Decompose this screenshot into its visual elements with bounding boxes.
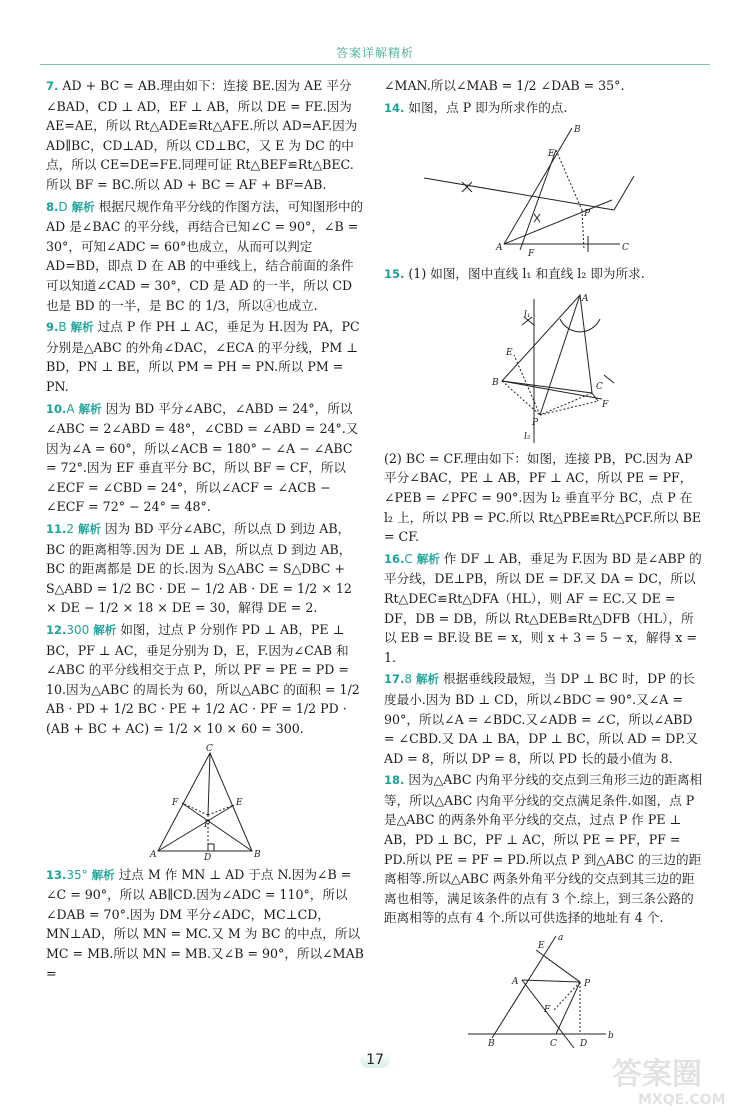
figure-15-construction	[384, 289, 704, 445]
fig18-label-c: C	[550, 1039, 557, 1050]
fig12-label-e: E	[236, 797, 243, 808]
fig14-label-b: B	[574, 125, 581, 136]
answer-item-9: 9.B 解析 过点 P 作 PH ⊥ AC，垂足为 H.因为 PA，PC 分别是△ABC 的外角∠DAC，∠ECA 的平分线，PM ⊥ BD，PN ⊥ BE，所以 PM = PH = PN.所以 PM = PN.	[46, 319, 360, 394]
answer-item-11: 11.2 解析 因为 BD 平分∠ABC，所以点 D 到边 AB，BC 的距离相等.因为 DE ⊥ AB，所以点 D 到边 AB，BC 的距离都是 DE 的长.因为 S△ABC = S△DBC + S△ABD = 1/2 BC · DE − 1/2 AB · DE = 1/2 × 12 × DE − 1/2 × 18 × DE = 30，解得 DE = 2.	[46, 521, 352, 616]
answer-item-15-part2: (2) BC = CF.理由如下：如图，连接 PB，PC.因为 AP 平分∠BAC，PE ⊥ AB，PF ⊥ AC，所以 PE = PF，∠PEB = ∠PFC = 90°.因为 l₂ 垂直平分 BC，点 P 在 l₂ 上，所以 PB = PC.所以 Rt△PBE≌Rt△PCF.所以 BE = CF.	[384, 450, 702, 545]
fig14-label-p: P	[584, 209, 591, 220]
fig12-label-d: D	[204, 852, 212, 861]
watermark-logo	[608, 1050, 744, 1110]
fig18-label-p: P	[584, 979, 591, 990]
answer-item-8: 8.D 解析 根据尺规作角平分线的作图方法，可知图形中的 AD 是∠BAC 的平分线，再结合已知∠C = 90°，∠B = 30°，可知∠ADC = 60°也成立，从而可以判定 AD=BD，即点 D 在 AB 的中垂线上，结合前面的条件可以知道∠CAD = 30°，CD 是 AD 的一半，所以 CD 也是 BD 的一半，是 BC 的 1/3，所以④也成立.	[46, 198, 364, 313]
answer-item-10: 10.A 解析 因为 BD 平分∠ABC，∠ABD = 24°，所以∠ABC = 2∠ABD = 48°，∠CBD = ∠ABD = 24°.又因为∠A = 60°，所以∠ACB = 180° − ∠A − ∠ABC = 72°.因为 EF 垂直平分 BC，所以 BF = CF，所以∠ECF = ∠CBD = 24°，所以∠ACF = ∠ACB − ∠ECF = 72° − 24° = 48°.	[46, 400, 359, 515]
answer-item-15: 15. (1) 如图，图中直线 l₁ 和直线 l₂ 即为所求.	[384, 266, 645, 282]
fig18-label-b: B	[488, 1039, 495, 1050]
header-divider	[40, 64, 710, 65]
fig18-label-f: F	[544, 1005, 551, 1016]
fig15-label-a: A	[582, 293, 589, 304]
answer-item-16: 16.C 解析 作 DF ⊥ AB，垂足为 F.因为 BD 是∠ABP 的平分线，DE⊥PB，所以 DE = DF.又 DA = DC，所以 Rt△DEC≌Rt△DFA（HL），则 AF = EC.又 DE = DF，DB = DB，所以 Rt△DEB≌Rt△DFB（HL），所以 EB = BF.设 BE = x，则 x + 3 = 5 − x，解得 x = 1.	[384, 550, 702, 665]
fig15-label-p: P	[532, 417, 539, 428]
fig18-label-e: E	[538, 941, 545, 952]
fig15-label-c: C	[596, 381, 603, 392]
fig18-label-a2: A	[512, 977, 519, 988]
figure-18-roads	[384, 932, 704, 1054]
fig15-label-b: B	[492, 377, 499, 388]
fig14-label-f: F	[528, 249, 535, 260]
answer-item-13: 13.35° 解析 过点 M 作 MN ⊥ AD 于点 N.因为∠B = ∠C = 90°，所以 AB∥CD.因为∠ADC = 110°，所以∠DAB = 70°.因为 DM 平分∠ADC，MC⊥CD，MN⊥AD，所以 MN = MC.又 M 为 BC 的中点，所以 MC = MB.所以 MN = MB.又∠B = 90°，所以∠MAB =	[46, 866, 364, 981]
fig14-label-e: E	[548, 149, 555, 160]
fig15-label-l2: l₂	[524, 431, 531, 442]
fig18-label-d: D	[580, 1039, 588, 1050]
fig12-label-f: F	[172, 797, 179, 808]
figure-12-triangle	[46, 743, 364, 861]
fig15-label-e: E	[506, 347, 513, 358]
fig14-label-c: C	[622, 243, 629, 254]
fig12-label-p: P	[204, 819, 211, 830]
figure-14-construction	[384, 122, 704, 260]
right-column	[384, 76, 704, 1058]
fig15-label-l1: l₁	[524, 309, 531, 320]
answer-item-7: 7. AD + BC = AB.理由如下：连接 BE.因为 AE 平分∠BAD，CD ⊥ AD，EF ⊥ AB，所以 DE = FE.因为 AE=AE，所以 Rt△ADE≌Rt△AFE.所以 AD=AF.因为 AD∥BC，CD⊥AD，所以 CD⊥BC，又 E 为 DC 的中点，所以 CE=DE=FE.同理可证 Rt△BEF≌Rt△BEC.所以 BF = BC.所以 AD + BC = AF + BF=AB.	[46, 78, 358, 192]
watermark-url: MXQE.COM	[638, 1092, 726, 1108]
answer-item-13-cont: ∠MAN.所以∠MAB = 1/2 ∠DAB = 35°.	[384, 78, 625, 93]
fig18-label-a: a	[558, 933, 564, 944]
watermark-text: 答案圈	[612, 1057, 702, 1092]
fig12-label-a: A	[150, 849, 157, 860]
fig12-label-c: C	[206, 743, 213, 754]
fig14-label-a: A	[496, 243, 503, 254]
fig18-label-b-line: b	[608, 1031, 614, 1042]
answer-item-12: 12.300 解析 如图，过点 P 分别作 PD ⊥ AB，PE ⊥ BC，PF ⊥ AC，垂足分别为 D，E，F.因为∠CAB 和∠ABC 的平分线相交于点 P，所以 PF = PE = PD = 10.因为△ABC 的周长为 60，所以△ABC 的面积 = 1/2 AB · PD + 1/2 BC · PE + 1/2 AC · PF = 1/2 PD · (AB + BC + AC) = 1/2 × 10 × 60 = 300.	[46, 622, 360, 736]
left-column	[46, 76, 364, 985]
fig15-label-f: F	[602, 399, 609, 410]
page-number: 17	[0, 1052, 750, 1068]
page-header: 答案详解精析	[335, 46, 414, 60]
answer-item-18: 18. 因为△ABC 内角平分线的交点到三角形三边的距离相等，所以△ABC 内角平分线的交点满足条件.如图，点 P 是△ABC 的两条外角平分线的交点，过点 P 作 PE ⊥ AB，PD ⊥ BC，PF ⊥ AC，所以 PE = PF，PF = PD.所以 PE = PF = PD.所以点 P 到△ABC 的三边的距离相等.所以△ABC 两条外角平分线的交点到其三边的距离也相等，满足该条件的点有 3 个.综上，到三条公路的距离相等的点有 4 个.所以可供选择的地址有 4 个.	[384, 772, 703, 926]
answer-item-14: 14. 如图，点 P 即为所求作的点.	[384, 99, 568, 115]
fig12-label-b: B	[254, 849, 261, 860]
answer-item-17: 17.8 解析 根据垂线段最短，当 DP ⊥ BC 时，DP 的长度最小.因为 BD ⊥ CD，所以∠BDC = 90°.又∠A = 90°，所以∠A = ∠BDC.又∠ADB = ∠C，所以∠ABD = ∠CBD.又 DA ⊥ BA，DP ⊥ BC，所以 AD = DP.又 AD = 8，所以 DP = 8，所以 PD 长的最小值为 8.	[384, 671, 698, 766]
